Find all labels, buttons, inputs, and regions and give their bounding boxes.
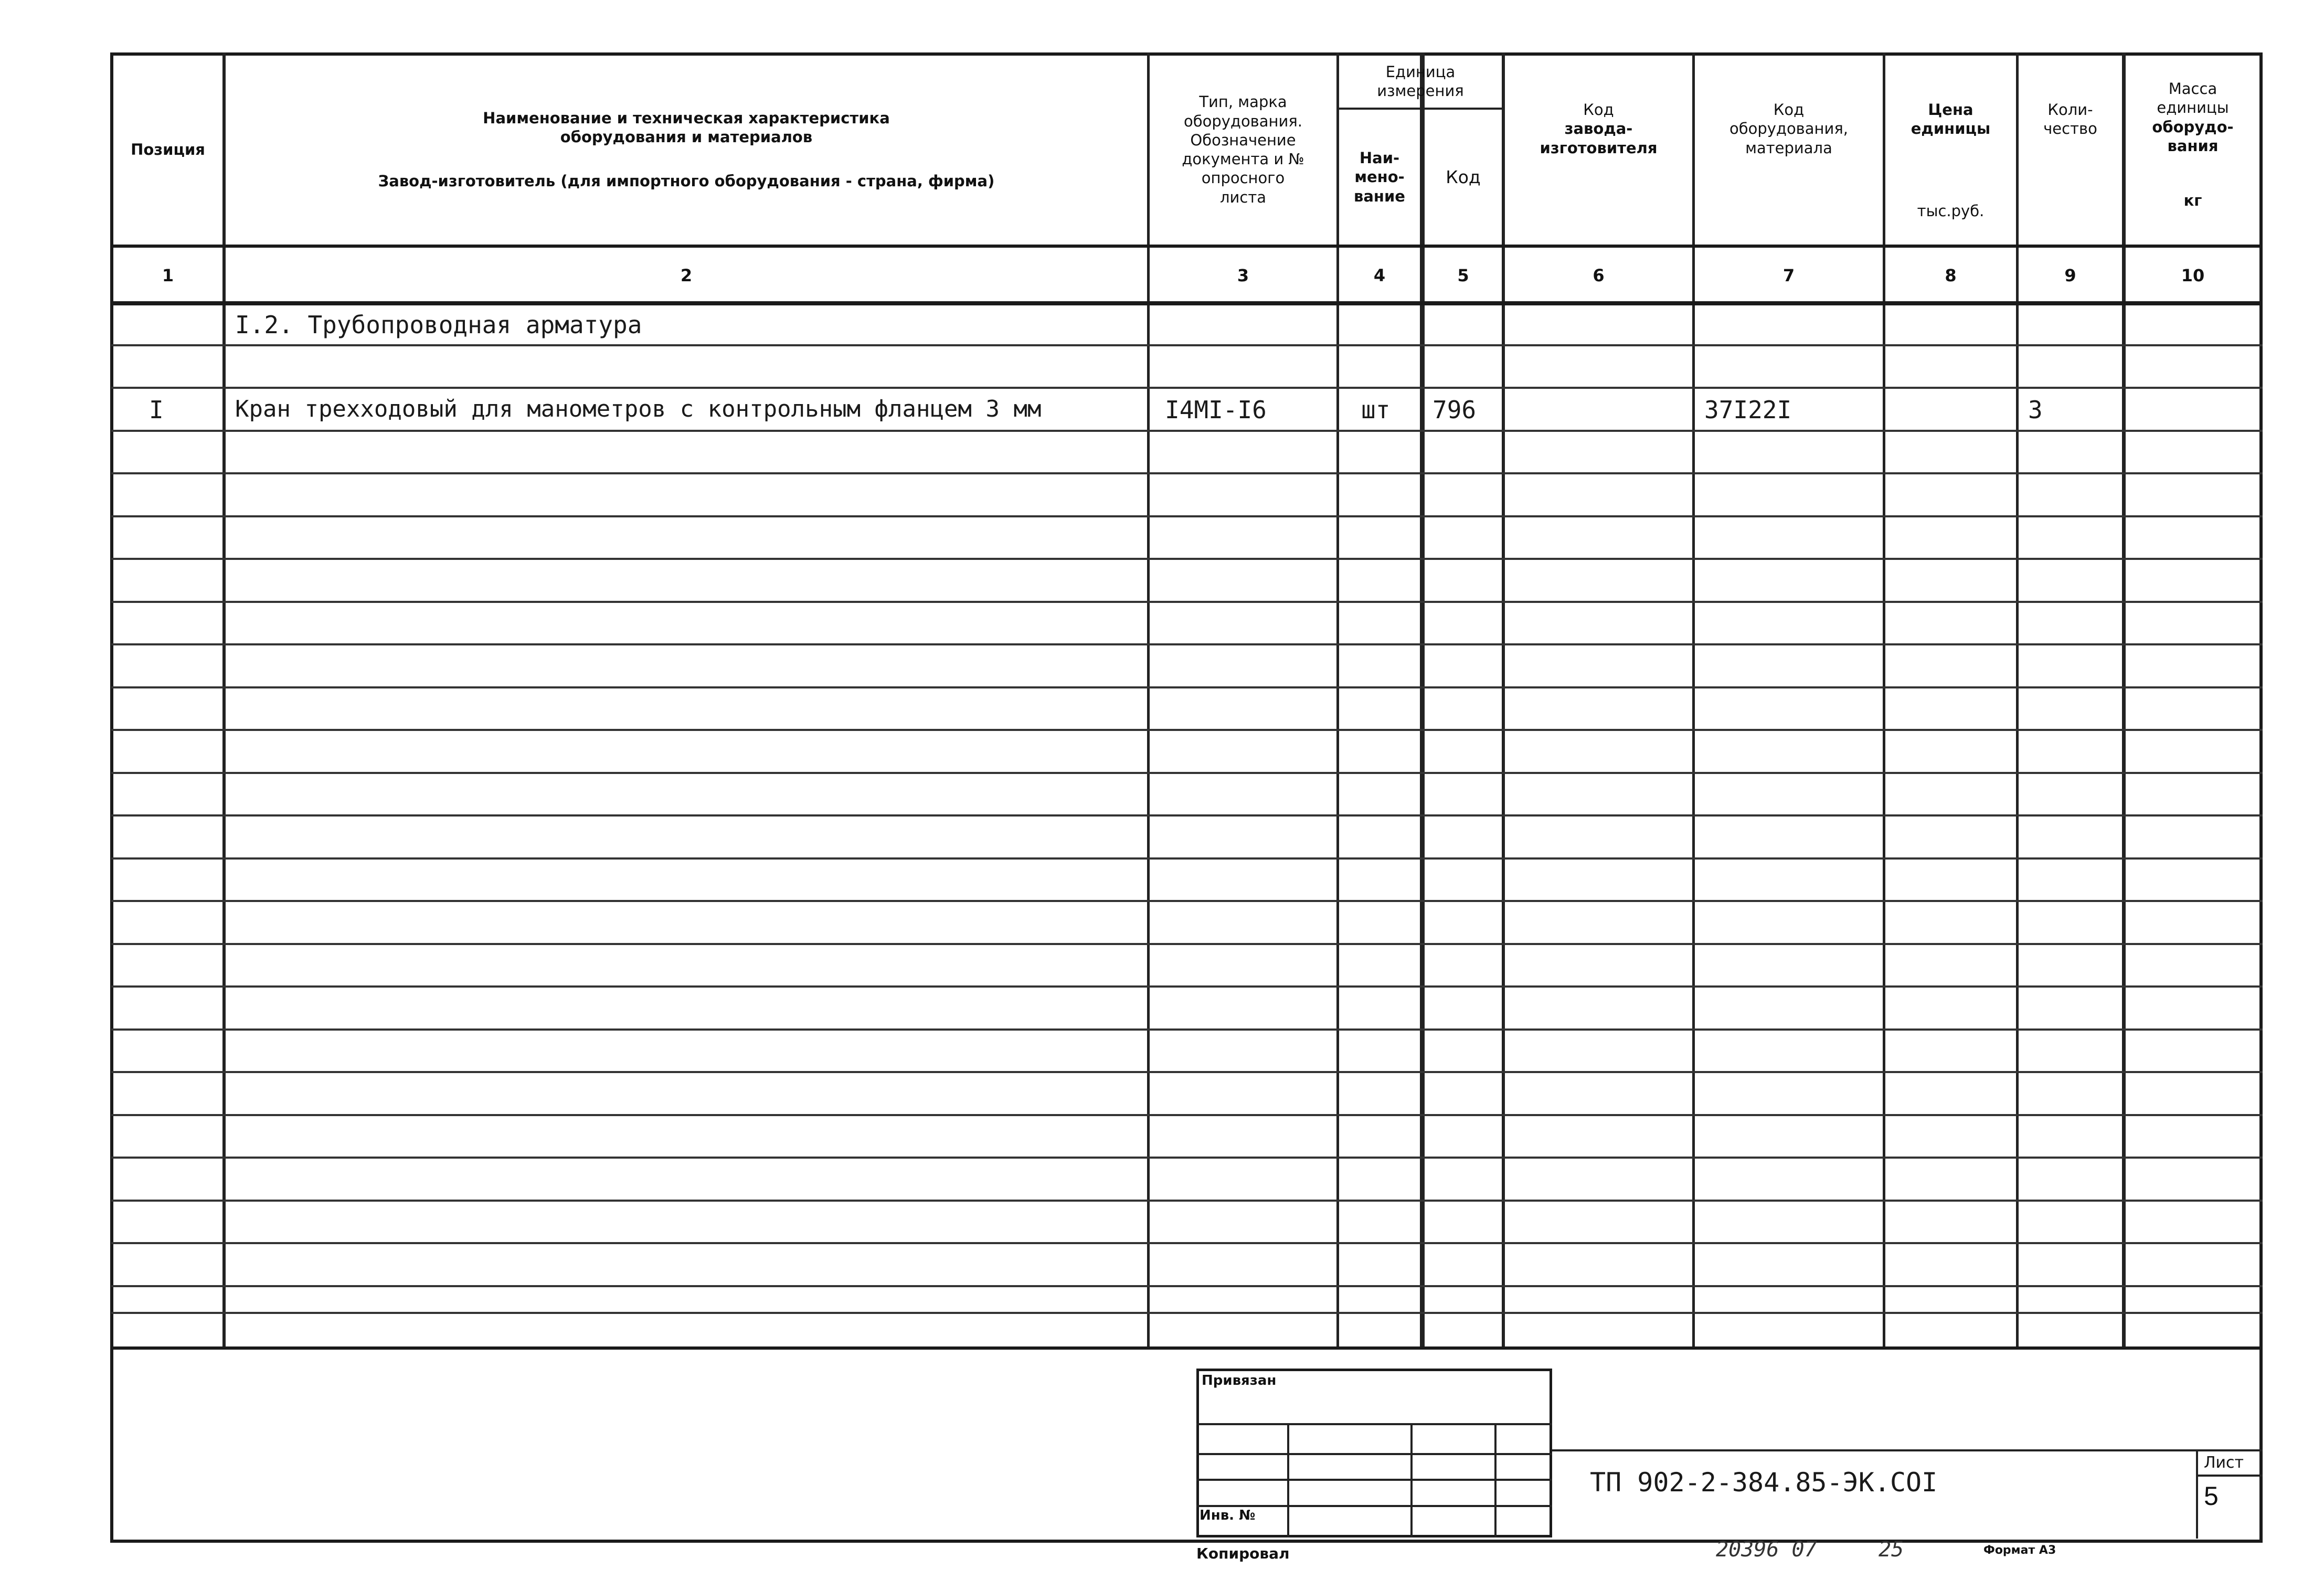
header-type-line5: опросного (1201, 169, 1285, 187)
section-title: I.2. Трубопроводная арматура (235, 311, 642, 339)
stamp-line (2196, 1475, 2263, 1477)
row-line (111, 985, 2263, 988)
stamp-format: Формат А3 (1983, 1544, 2056, 1557)
header-type (1150, 55, 1336, 244)
unit-group-divider (1336, 108, 1503, 110)
row-line (111, 558, 2263, 560)
row-line (111, 1200, 2263, 1202)
stamp-line (1410, 1423, 1413, 1537)
stamp-line (1196, 1423, 1552, 1425)
header-mass-line4: вания (2167, 136, 2219, 155)
row-line (111, 900, 2263, 902)
header-price-unit: тыс.руб. (1917, 202, 1985, 220)
stamp-line (1552, 1449, 2263, 1451)
header-factory-code-line2: завода- (1564, 120, 1633, 138)
header-name-line2: оборудования и материалов (560, 128, 813, 146)
header-material-code-line3: материала (1745, 139, 1832, 157)
header-material-code-line2: оборудования, (1729, 120, 1849, 138)
stamp-doc-code: ТП 902-2-384.85-ЭК.СОI (1590, 1467, 1938, 1498)
header-unit-code-label: Код (1446, 166, 1481, 187)
header-type-line6: листа (1220, 188, 1266, 206)
row-line (111, 601, 2263, 603)
row-line (111, 1285, 2263, 1287)
header-mass-line2: единицы (2157, 99, 2229, 117)
header-name-line1: Наименование и техническая характеристика (483, 109, 890, 127)
header-unit-group-line1: Единица (1385, 62, 1456, 81)
stamp-line (1196, 1505, 1552, 1507)
header-name (226, 55, 1147, 244)
header-quantity-line2: чество (2043, 120, 2097, 138)
row-unit-code: 796 (1432, 396, 1477, 424)
header-unit-name (1339, 110, 1420, 244)
column-number: 7 (1782, 266, 1795, 285)
stamp-bound-label: Привязан (1202, 1373, 1277, 1388)
column-number: 1 (162, 266, 174, 285)
header-mass-unit: кг (2183, 192, 2202, 209)
header-mass (2126, 55, 2260, 268)
header-quantity (2019, 55, 2122, 258)
header-factory-code-line3: изготовителя (1540, 139, 1658, 157)
row-line (111, 387, 2263, 389)
stamp-line (1196, 1479, 1552, 1481)
header-position-label: Позиция (131, 140, 205, 158)
stamp-inv-label: Инв. № (1200, 1508, 1256, 1523)
stamp-line (2196, 1449, 2198, 1539)
row-name: Кран трехходовый для манометров с контрольным фланцем 3 мм (235, 396, 1042, 422)
row-line (111, 344, 2263, 346)
stamp-line (1196, 1453, 1552, 1455)
row-line (111, 1028, 2263, 1031)
header-unit-name-line3: вание (1354, 187, 1405, 205)
row-line (111, 430, 2263, 432)
header-factory-code-line1: Код (1583, 101, 1614, 119)
row-line (111, 686, 2263, 688)
header-type-line3: Обозначение (1190, 131, 1296, 149)
header-unit-code (1425, 110, 1502, 244)
row-line (111, 814, 2263, 816)
header-name-line3: Завод-изготовитель (для импортного оборудования - страна, фирма) (378, 172, 995, 190)
row-line (111, 1242, 2263, 1244)
header-unit-group (1339, 55, 1502, 108)
stamp-archive-page: 25 (1879, 1537, 1904, 1562)
row-line (111, 1157, 2263, 1159)
header-unit-group-line2: измерения (1377, 82, 1464, 100)
header-price-line1: Цена (1928, 101, 1973, 119)
stamp-line (1494, 1423, 1497, 1537)
header-type-line4: документа и № (1182, 150, 1304, 168)
column-number: 3 (1237, 266, 1249, 285)
header-mass-line3: оборудо- (2152, 118, 2234, 136)
header-unit-name-line1: Наи- (1359, 149, 1400, 167)
row-line (111, 772, 2263, 774)
header-unit-name-line2: мено- (1354, 168, 1405, 186)
table-bottom-line (111, 1346, 2263, 1350)
column-number: 10 (2181, 266, 2205, 285)
header-quantity-line1: Коли- (2047, 101, 2093, 119)
header-material-code (1695, 55, 1883, 258)
header-type-line1: Тип, марка (1199, 93, 1287, 111)
header-material-code-line1: Код (1773, 101, 1805, 119)
row-quantity: 3 (2028, 396, 2043, 424)
row-line (111, 729, 2263, 731)
column-number: 4 (1373, 266, 1386, 285)
header-type-line2: оборудования. (1183, 112, 1303, 130)
row-line (111, 943, 2263, 945)
stamp-line (1287, 1423, 1289, 1537)
header-position (113, 55, 223, 244)
row-material-code: 37I22I (1704, 396, 1792, 424)
column-number: 5 (1457, 266, 1469, 285)
row-type: I4МI-I6 (1165, 396, 1267, 424)
row-line (111, 857, 2263, 860)
stamp-copied-label: Копировал (1196, 1545, 1290, 1562)
header-mass-line1: Масса (2168, 80, 2217, 98)
column-number: 9 (2064, 266, 2076, 285)
stamp-sheet-number: 5 (2204, 1481, 2219, 1511)
row-line (111, 1312, 2263, 1314)
row-line (111, 643, 2263, 645)
header-price-line2: единицы (1911, 120, 1991, 138)
row-line (111, 1071, 2263, 1073)
header-factory-code (1505, 55, 1692, 258)
column-number: 8 (1945, 266, 1957, 285)
row-line (111, 1114, 2263, 1116)
row-position: I (149, 396, 164, 424)
stamp-archive-number: 20396 07 (1716, 1537, 1817, 1562)
row-line (111, 472, 2263, 474)
row-unit-name: шт (1361, 396, 1391, 424)
stamp-sheet-label: Лист (2204, 1454, 2244, 1472)
column-number: 6 (1593, 266, 1605, 285)
column-number: 2 (680, 266, 693, 285)
row-line (111, 515, 2263, 517)
